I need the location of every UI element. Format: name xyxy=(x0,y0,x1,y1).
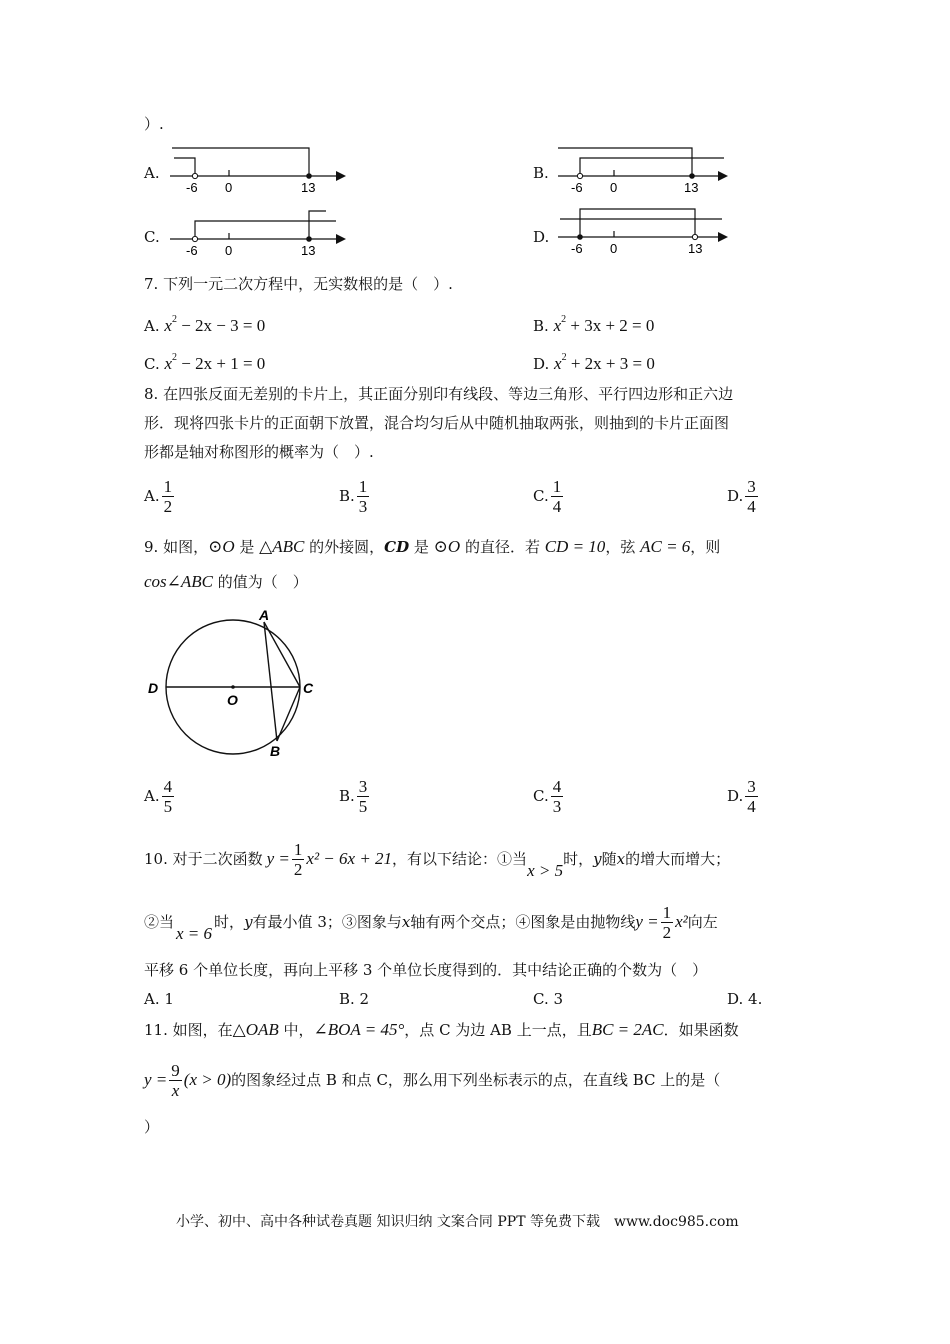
q10-option-d: D. 4. xyxy=(727,990,763,1008)
option-d-label: D. xyxy=(533,228,550,246)
q10-option-b: B. 2 xyxy=(339,990,370,1008)
q7-option-a: A. $x^2 - 2x - 3 = 0$ xyxy=(144,314,266,335)
q7-stem: 7. 下列一元二次方程中，无实数根的是（ ）. xyxy=(144,275,453,293)
option-b-label: B. xyxy=(533,164,549,182)
q11-line2: y = $\frac{9}{x}$ (x > 0) 的图象经过点 B 和点 C，那么用下列坐标表示的点，在直线 BC 上的是（ xyxy=(144,1060,721,1100)
option-a-label: A. xyxy=(144,164,160,182)
footer-text: 小学、初中、高中各种试卷真题 知识归纳 文案合同 PPT 等免费下载 www.doc985.com xyxy=(176,1214,739,1230)
continued-paren: ）. xyxy=(144,115,164,133)
q10-option-a: A. 1 xyxy=(144,990,174,1008)
q8-line1: 8. 在四张反面无差别的卡片上，其正面分别印有线段、等边三角形、平行四边形和正六边 xyxy=(144,385,734,403)
tick-zero: 0 xyxy=(225,180,233,195)
q8-option-a: A. $\frac{1}{2}$ xyxy=(144,476,173,516)
q9-option-d: D. $\frac{3}{4}$ xyxy=(727,776,756,816)
svg-text:0: 0 xyxy=(610,241,618,256)
point-c: C xyxy=(303,680,314,696)
q9-line1: 9. 如图，⊙O 是 △ABC 的外接圆，CD 是 ⊙O 的直径．若 CD = 10，弦 AC = 6，则 xyxy=(144,537,721,556)
svg-text:0: 0 xyxy=(610,180,618,195)
tick-minus6: -6 xyxy=(186,180,198,195)
svg-text:-6: -6 xyxy=(571,241,583,256)
q9-line2: cos∠ABC 的值为（ ） xyxy=(144,572,308,591)
q9-option-c: C. $\frac{4}{3}$ xyxy=(533,776,562,816)
circle-figure xyxy=(140,600,330,765)
q11-line3: ） xyxy=(144,1118,160,1136)
point-a: A xyxy=(259,607,270,623)
q8-option-d: D. $\frac{3}{4}$ xyxy=(727,476,756,516)
q8-line2: 形．现将四张卡片的正面朝下放置，混合均匀后从中随机抽取两张，则抽到的卡片正面图 xyxy=(144,414,730,432)
q9-option-a: A. $\frac{4}{5}$ xyxy=(144,776,173,816)
q9-option-b: B. $\frac{3}{5}$ xyxy=(339,776,368,816)
q7-option-d: D. $x^2 + 2x + 3 = 0$ xyxy=(533,352,655,373)
numberline-b xyxy=(552,140,742,198)
q10-line2: ②当 x = 6 时， y 有最小值 3；③图象与 x 轴有两个交点；④图象是由抛物线 y = $\frac{1}{2}$ x² 向左 xyxy=(144,902,718,943)
tick-13: 13 xyxy=(301,180,316,195)
svg-text:0: 0 xyxy=(225,243,233,258)
point-o: O xyxy=(227,692,238,708)
q8-option-b: B. $\frac{1}{3}$ xyxy=(339,476,368,516)
q8-line3: 形都是轴对称图形的概率为（ ）. xyxy=(144,443,374,461)
q8-option-c: C. $\frac{1}{4}$ xyxy=(533,476,562,516)
q10-line1: 10. 对于二次函数 y = $\frac{1}{2}$ x² − 6x + 21 ，有以下结论：①当 x > 5 时， y 随 x 的增大而增大； xyxy=(144,839,731,880)
svg-text:13: 13 xyxy=(684,180,699,195)
q7-option-c: C. $x^2 - 2x + 1 = 0$ xyxy=(144,352,266,373)
svg-text:-6: -6 xyxy=(571,180,583,195)
option-c-label: C. xyxy=(144,228,160,246)
numberline-d xyxy=(552,205,742,262)
point-b: B xyxy=(270,743,281,759)
svg-text:13: 13 xyxy=(301,243,316,258)
svg-text:13: 13 xyxy=(688,241,703,256)
numberline-c xyxy=(164,207,354,262)
point-d: D xyxy=(148,680,159,696)
svg-text:-6: -6 xyxy=(186,243,198,258)
q10-line3: 平移 6 个单位长度，再向上平移 3 个单位长度得到的．其中结论正确的个数为（ ） xyxy=(144,961,708,979)
numberline-a xyxy=(164,140,354,198)
q10-option-c: C. 3 xyxy=(533,990,564,1008)
q11-line1: 11. 如图，在△OAB 中，∠BOA = 45°，点 C 为边 AB 上一点，且BC = 2AC．如果函数 xyxy=(144,1020,739,1039)
q7-option-b: B. $x^2 + 3x + 2 = 0$ xyxy=(533,314,655,335)
